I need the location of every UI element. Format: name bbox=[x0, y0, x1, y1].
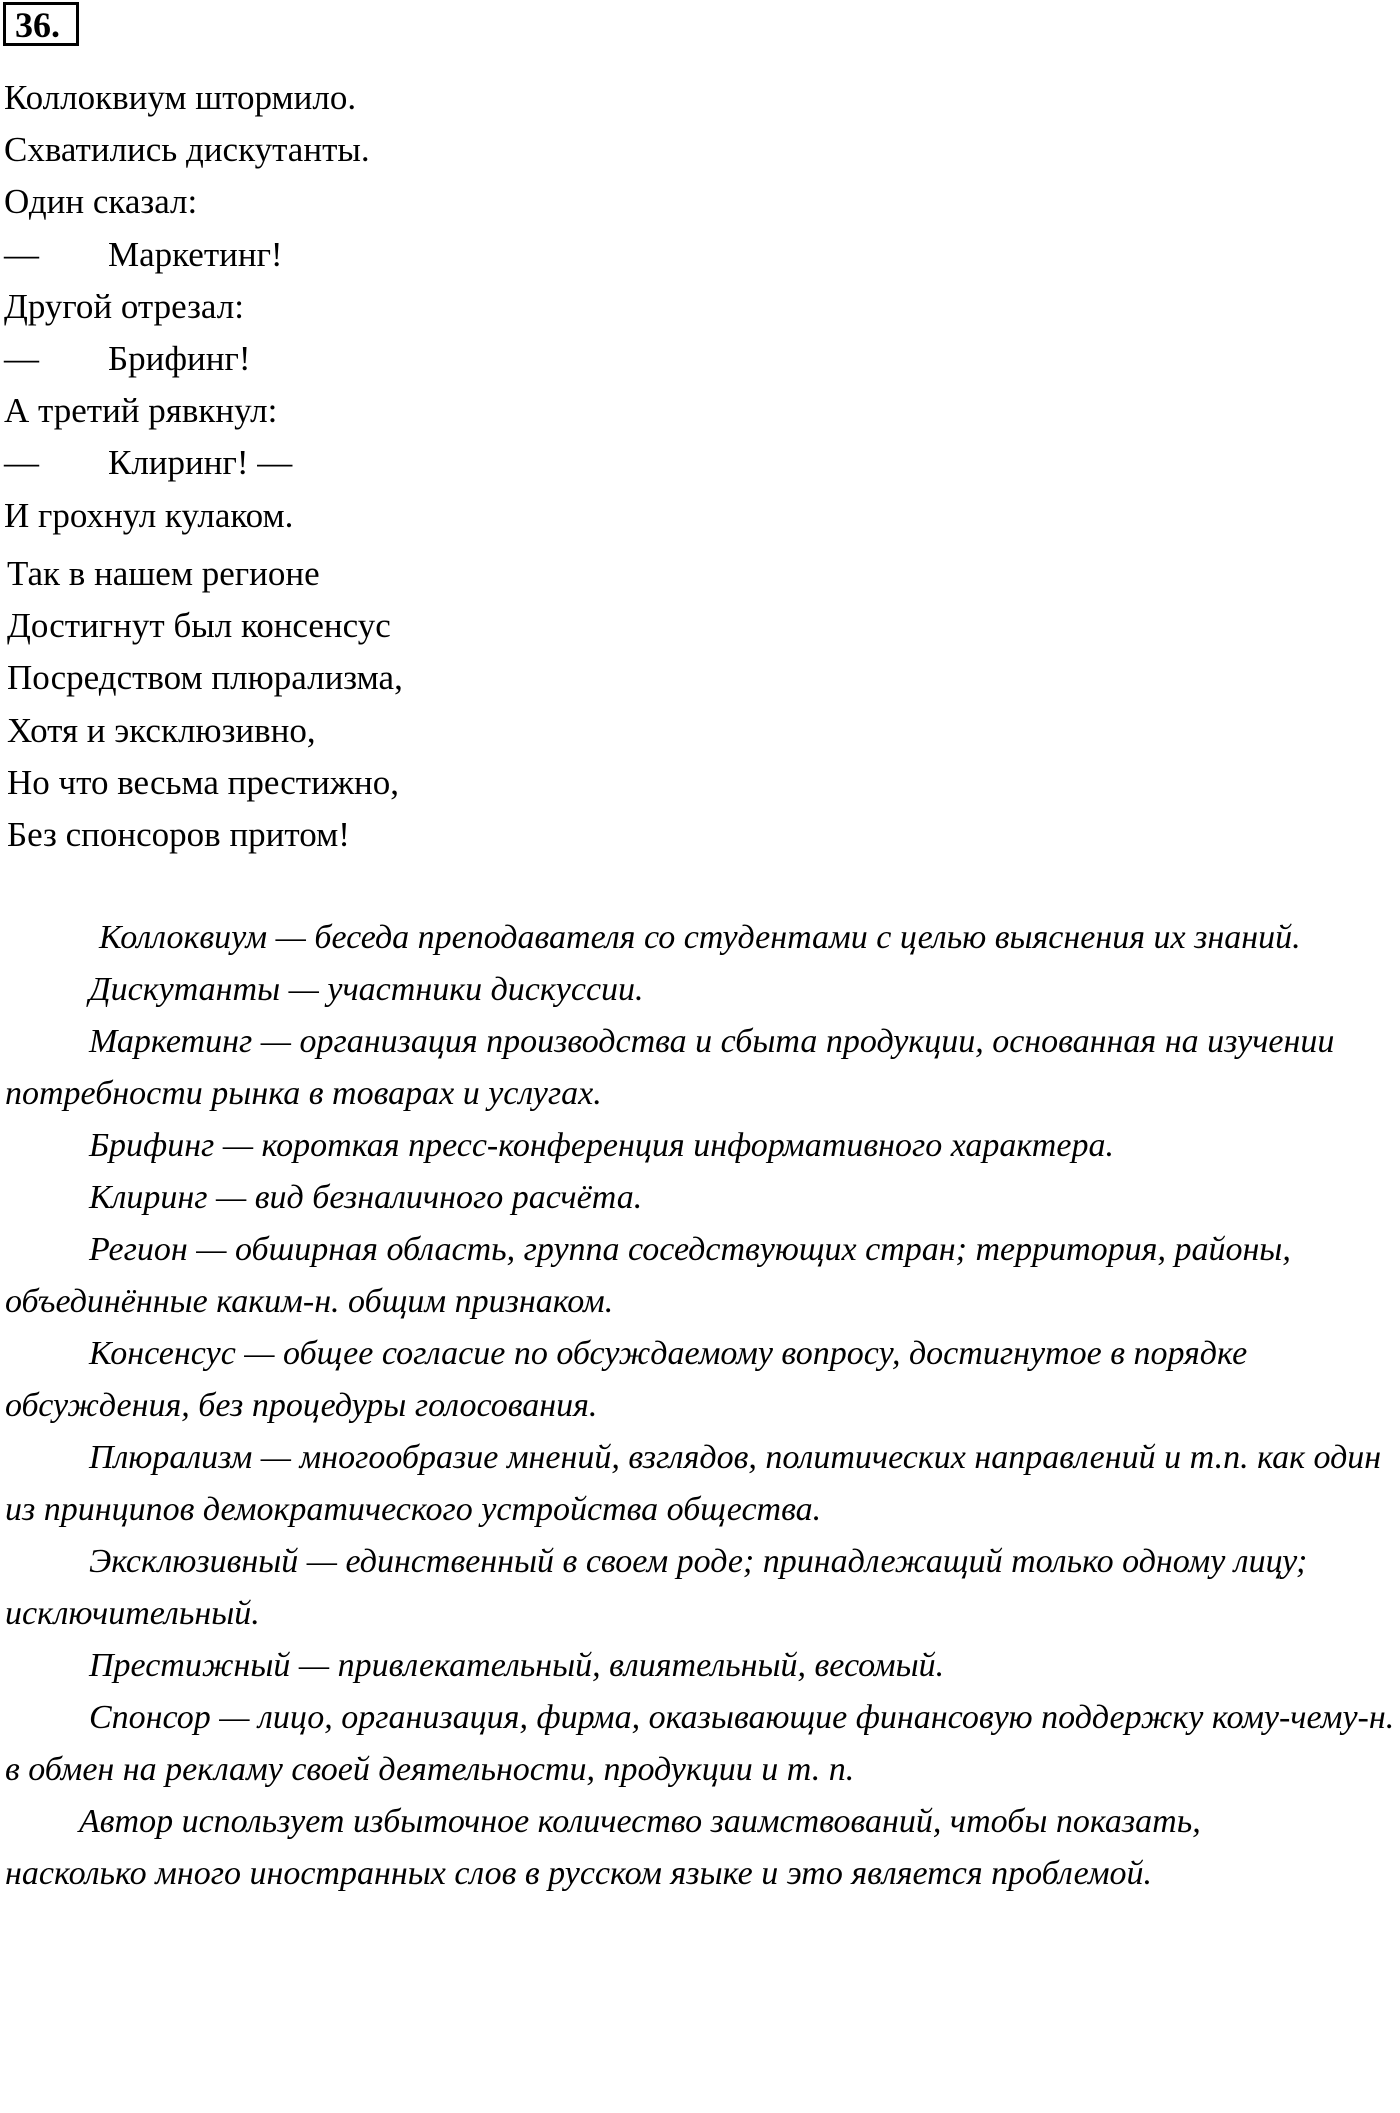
glossary bbox=[5, 912, 1397, 1900]
dialogue-text: Маркетинг! bbox=[108, 234, 283, 274]
poem-line: Без спонсоров притом! bbox=[7, 815, 350, 855]
glossary-entry-consensus: Консенсус — общее согласие по обсуждаемому вопросу, достигнутое в порядке обсуждения, без процедуры голосования. bbox=[5, 1335, 1248, 1424]
poem-line: Другой отрезал: bbox=[4, 286, 244, 326]
poem-dialogue-line bbox=[4, 333, 370, 385]
dialogue-dash: — bbox=[4, 339, 39, 379]
poem-line: Один сказал: bbox=[4, 182, 198, 222]
glossary-entry-pluralism: Плюрализм — многообразие мнений, взглядов, политических направлений и т.п. как один из принципов демократического устройства общества. bbox=[5, 1439, 1382, 1528]
poem-dialogue-line bbox=[4, 229, 370, 281]
glossary-entry-sponsor: Спонсор — лицо, организация, фирма, оказывающие финансовую поддержку кому-чему-н. в обмен на рекламу своей деятельности, продукции и т. п. bbox=[5, 1699, 1395, 1788]
poem-line: Посредством плюрализма, bbox=[7, 658, 403, 698]
glossary-entry-marketing: Маркетинг — организация производства и сбыта продукции, основанная на изучении потребности рынка в товарах и услугах. bbox=[5, 1023, 1335, 1112]
dialogue-text: Клиринг! — bbox=[108, 443, 293, 483]
glossary-entry-briefing: Брифинг — короткая пресс-конференция информативного характера. bbox=[89, 1127, 1114, 1164]
poem-line: Достигнут был консенсус bbox=[7, 606, 391, 646]
poem-dialogue-line bbox=[4, 437, 370, 489]
conclusion-paragraph: Автор использует избыточное количество заимствований, чтобы показать, насколько много иностранных слов в русском языке и это является проблемой. bbox=[5, 1803, 1201, 1892]
poem-line: Коллоквиум штормило. bbox=[4, 78, 357, 117]
poem-stanza-1 bbox=[4, 72, 370, 542]
exercise-number: 36. bbox=[3, 2, 79, 46]
poem-line: Хотя и эксклюзивно, bbox=[7, 710, 316, 750]
glossary-entry-region: Регион — обширная область, группа соседствующих стран; территория, районы, объединённые каким-н. общим признаком. bbox=[5, 1231, 1291, 1320]
poem-line: Схватились дискутанты. bbox=[4, 130, 370, 170]
glossary-entry-colloquium: Коллоквиум — беседа преподавателя со студентами с целью выяснения их знаний. bbox=[99, 919, 1301, 956]
dialogue-dash: — bbox=[4, 443, 39, 483]
dialogue-text: Брифинг! bbox=[108, 339, 251, 379]
poem-line: Но что весьма престижно, bbox=[7, 762, 399, 802]
dialogue-dash: — bbox=[4, 234, 39, 274]
glossary-entry-clearing: Клиринг — вид безналичного расчёта. bbox=[89, 1179, 643, 1216]
glossary-entry-exclusive: Эксклюзивный — единственный в своем роде; принадлежащий только одному лицу; исключительный. bbox=[5, 1543, 1308, 1632]
poem-stanza-2 bbox=[7, 548, 403, 861]
poem-line: А третий рявкнул: bbox=[4, 391, 278, 431]
poem-line: Так в нашем регионе bbox=[7, 554, 320, 593]
glossary-entry-prestigious: Престижный — привлекательный, влиятельный, весомый. bbox=[89, 1647, 945, 1684]
glossary-entry-discussants: Дискутанты — участники дискуссии. bbox=[89, 971, 644, 1008]
poem-line: И грохнул кулаком. bbox=[4, 495, 294, 535]
